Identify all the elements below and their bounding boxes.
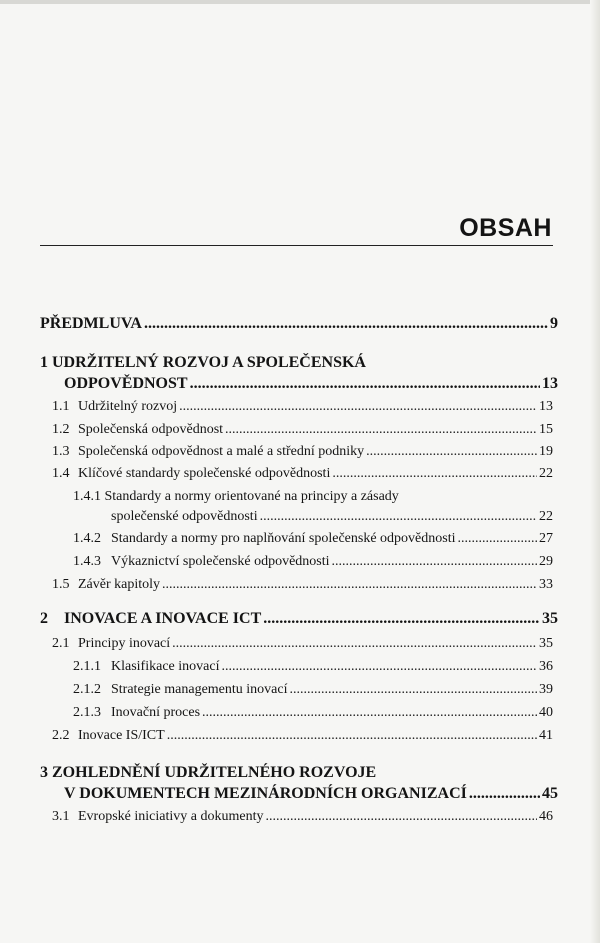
toc-label: Společenská odpovědnost a malé a střední podniky <box>78 444 365 459</box>
toc-label: INOVACE A INOVACE ICT <box>64 610 262 627</box>
toc-page-number: 22 <box>539 509 553 524</box>
toc-label: UDRŽITELNÝ ROZVOJ A SPOLEČENSKÁ <box>52 354 366 371</box>
toc-number: 1.3 <box>52 444 70 459</box>
toc-entry-preface[interactable] <box>40 315 558 333</box>
toc-entry-2-1[interactable] <box>52 636 553 652</box>
toc-page-number: 40 <box>539 705 553 720</box>
toc-page-number: 35 <box>539 636 553 651</box>
leader-dots <box>263 610 540 628</box>
toc-chapter-1-title-line1[interactable] <box>40 354 366 372</box>
toc-entry-2-1-3[interactable] <box>73 705 553 721</box>
toc-number: 2.1.3 <box>73 705 101 720</box>
toc-label: Standardy a normy pro naplňování společenské odpovědnosti <box>111 531 456 546</box>
toc-entry-1-1[interactable] <box>52 399 553 415</box>
leader-dots <box>332 466 537 482</box>
leader-dots <box>162 577 537 593</box>
toc-entry-1-3[interactable] <box>52 444 553 460</box>
leader-dots <box>172 636 537 652</box>
leader-dots <box>221 659 537 675</box>
toc-number: 1.2 <box>52 422 70 437</box>
toc-label: Závěr kapitoly <box>78 577 161 592</box>
toc-page-number: 15 <box>539 422 553 437</box>
toc-number: 2.2 <box>52 728 70 743</box>
toc-entry-2-1-1[interactable] <box>73 659 553 675</box>
toc-page-number: 35 <box>542 610 558 627</box>
leader-dots <box>290 682 538 698</box>
toc-label: Výkaznictví společenské odpovědnosti <box>111 554 330 569</box>
toc-number: 2.1.1 <box>73 659 101 674</box>
toc-page-number: 46 <box>539 809 553 824</box>
toc-number: 1.1 <box>52 399 70 414</box>
toc-label: Společenská odpovědnost <box>78 422 224 437</box>
leader-dots <box>332 554 537 570</box>
toc-page-number: 27 <box>539 531 553 546</box>
toc-entry-1-5[interactable] <box>52 577 553 593</box>
toc-number: 1.4 <box>52 466 70 481</box>
leader-dots <box>225 422 537 438</box>
toc-number: 3.1 <box>52 809 70 824</box>
toc-label: Evropské iniciativy a dokumenty <box>78 809 264 824</box>
toc-number: 1 <box>40 354 48 371</box>
toc-number: 3 <box>40 764 48 781</box>
toc-page-number: 39 <box>539 682 553 697</box>
toc-label: Strategie managementu inovací <box>111 682 288 697</box>
leader-dots <box>190 375 540 393</box>
toc-page-number: 45 <box>542 785 558 802</box>
toc-entry-2-2[interactable] <box>52 728 553 744</box>
toc-label: V DOKUMENTECH MEZINÁRODNÍCH ORGANIZACÍ <box>64 785 467 802</box>
toc-page-number: 9 <box>550 315 558 332</box>
toc-entry-1-4-3[interactable] <box>73 554 553 570</box>
toc-number: 1.4.1 <box>73 489 101 504</box>
toc-page-number: 19 <box>539 444 553 459</box>
toc-page-number: 36 <box>539 659 553 674</box>
toc-page-number: 29 <box>539 554 553 569</box>
toc-entry-3-1[interactable] <box>52 809 553 825</box>
toc-entry-chapter-1[interactable] <box>64 375 558 393</box>
toc-label: ZOHLEDNĚNÍ UDRŽITELNÉHO ROZVOJE <box>52 764 377 781</box>
toc-entry-1-2[interactable] <box>52 422 553 438</box>
toc-label: Klíčové standardy společenské odpovědnosti <box>78 466 331 481</box>
toc-label: ODPOVĚDNOST <box>64 375 188 392</box>
toc-entry-1-4[interactable] <box>52 466 553 482</box>
toc-page-number: 22 <box>539 466 553 481</box>
leader-dots <box>179 399 537 415</box>
toc-page-number: 41 <box>539 728 553 743</box>
leader-dots <box>202 705 537 721</box>
toc-entry-chapter-3[interactable] <box>64 785 558 803</box>
toc-entry-2-1-2[interactable] <box>73 682 553 698</box>
toc-entry-1-4-1[interactable] <box>111 509 553 525</box>
leader-dots <box>265 809 537 825</box>
toc-label: Inovace IS/ICT <box>78 728 165 743</box>
toc-entry-1-4-1-line1[interactable] <box>73 489 399 505</box>
toc-label: Principy inovací <box>78 636 171 651</box>
leader-dots <box>260 509 537 525</box>
toc-entry-chapter-2[interactable] <box>40 610 558 628</box>
toc-label: PŘEDMLUVA <box>40 315 142 332</box>
leader-dots <box>167 728 537 744</box>
toc-label: společenské odpovědnosti <box>111 509 258 524</box>
leader-dots <box>457 531 537 547</box>
leader-dots <box>366 444 537 460</box>
toc-page-number: 13 <box>542 375 558 392</box>
toc-page-number: 33 <box>539 577 553 592</box>
toc-label: Standardy a normy orientované na principy a zásady <box>104 489 399 504</box>
toc-number: 1.5 <box>52 577 70 592</box>
toc-entry-1-4-2[interactable] <box>73 531 553 547</box>
toc-label: Klasifikace inovací <box>111 659 220 674</box>
toc-number: 2 <box>40 610 48 627</box>
leader-dots <box>469 785 540 803</box>
toc-number: 1.4.2 <box>73 531 101 546</box>
toc-page-number: 13 <box>539 399 553 414</box>
toc-number: 2.1 <box>52 636 70 651</box>
toc-number: 1.4.3 <box>73 554 101 569</box>
page-title: OBSAH <box>459 214 552 242</box>
toc-chapter-3-title-line1[interactable] <box>40 764 376 782</box>
leader-dots <box>144 315 548 333</box>
toc-label: Udržitelný rozvoj <box>78 399 178 414</box>
toc-number: 2.1.2 <box>73 682 101 697</box>
toc-label: Inovační proces <box>111 705 201 720</box>
